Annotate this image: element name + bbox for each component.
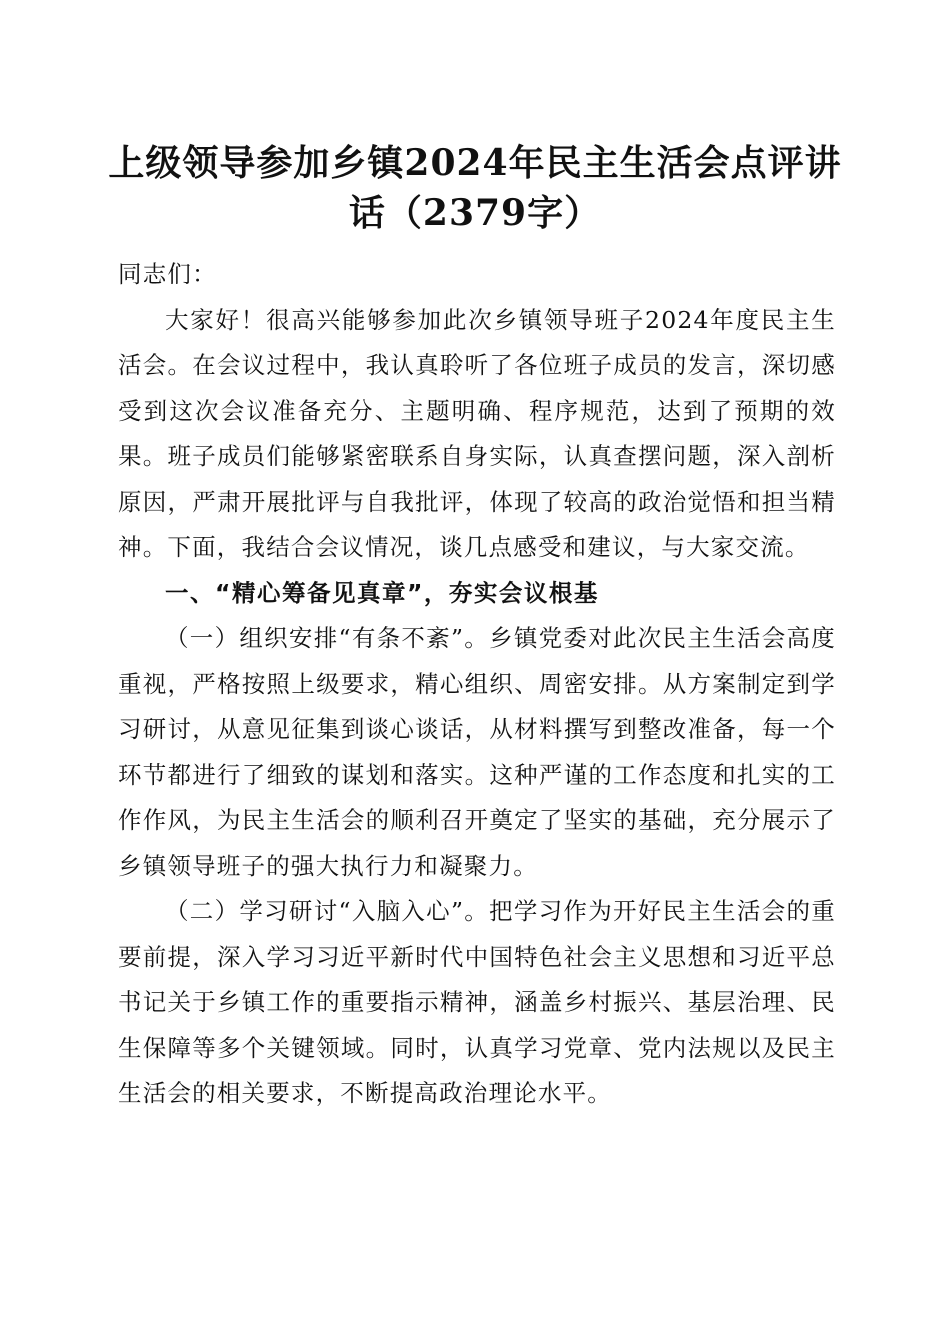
section-heading-1: 一、“精心筹备见真章”，夯实会议根基 <box>165 578 599 607</box>
document-body <box>118 252 836 1117</box>
section-1-item-2: （二）学习研讨“入脑入心”。把学习作为开好民主生活会的重要前提，深入学习习近平新时代中国特色社会主义思想和习近平总书记关于乡镇工作的重要指示精神，涵盖乡村振兴、基层治理、民生保障等多个关键领域。同时，认真学习党章、党内法规以及民主生活会的相关要求，不断提高政治理论水平。 <box>118 897 836 1107</box>
document-title: 上级领导参加乡镇2024年民主生活会点评讲话（2379字） <box>108 142 842 234</box>
opening-paragraph: 大家好！很高兴能够参加此次乡镇领导班子2024年度民主生活会。在会议过程中，我认真聆听了各位班子成员的发言，深切感受到这次会议准备充分、主题明确、程序规范，达到了预期的效果。班子成员们能够紧密联系自身实际，认真查摆问题，深入剖析原因，严肃开展批评与自我批评，体现了较高的政治觉悟和担当精神。下面，我结合会议情况，谈几点感受和建议，与大家交流。 <box>118 305 836 561</box>
salutation: 同志们： <box>118 260 217 288</box>
section-1-item-1: （一）组织安排“有条不紊”。乡镇党委对此次民主生活会高度重视，严格按照上级要求，精心组织、周密安排。从方案制定到学习研讨，从意见征集到谈心谈话，从材料撰写到整改准备，每一个环节都进行了细致的谋划和落实。这种严谨的工作态度和扎实的工作作风，为民主生活会的顺利召开奠定了坚实的基础，充分展示了乡镇领导班子的强大执行力和凝聚力。 <box>118 624 836 880</box>
